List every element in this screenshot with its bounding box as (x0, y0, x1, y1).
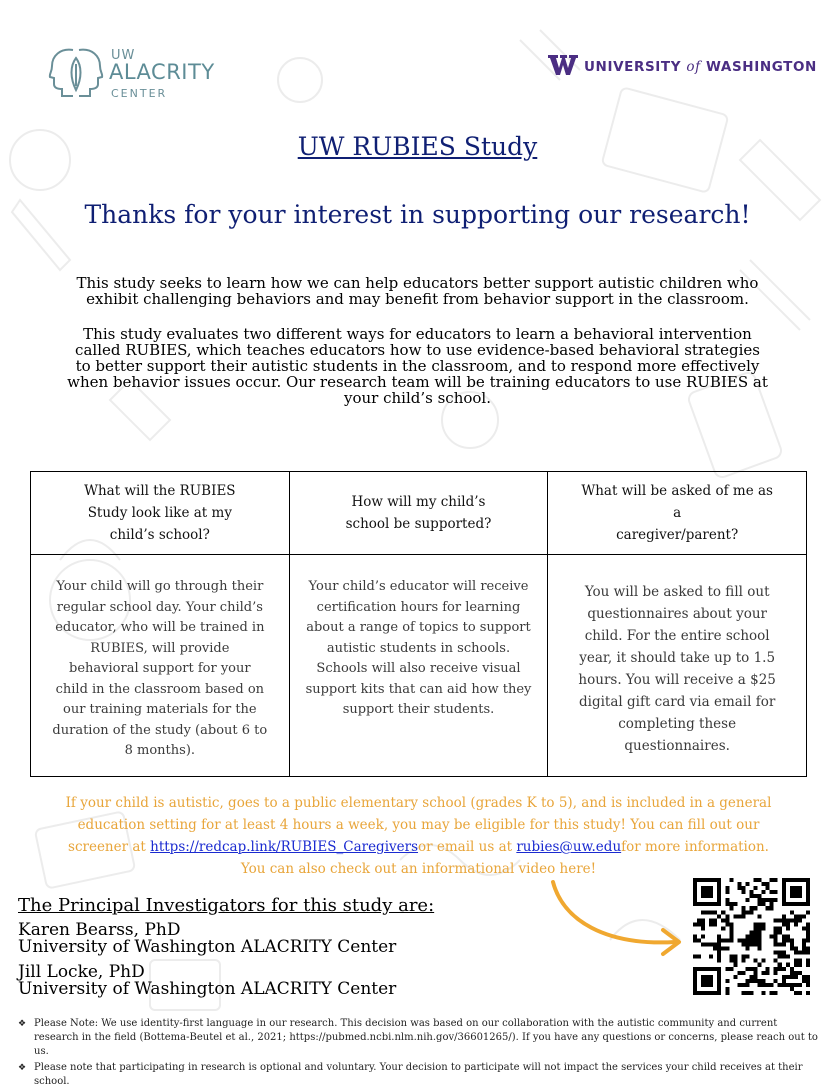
logo-alacrity-text: ALACRITY (109, 60, 215, 84)
uw-w-logo-icon (548, 54, 578, 76)
logo-center-text: CENTER (111, 87, 168, 100)
footnote-item: ❖ Please Note: We use identity-first language in our research. This decision was based on our collaboration with the autistic community and current research in the field (Bottema-Beutel et al., 2021; https://pubmed.ncbi.nlm.nih.gov/36601265/). If you have any questions or concerns, please reach out to us. (18, 1018, 818, 1057)
curved-arrow-icon (545, 880, 695, 960)
alacrity-center-logo (46, 40, 246, 110)
uw-name-text: UNIVERSITY of WASHINGTON (584, 59, 817, 75)
university-of-washington-logo (548, 52, 817, 82)
intro-paragraph-2: This study evaluates two different ways for educators to learn a behavioral intervention called RUBIES, which teaches educators how to use evidence-based behavioral strategies to better support their autistic students in the classroom, and to respond more effectively when behavior issues occur. Our research team will be training educators to use RUBIES at your child’s school. (67, 325, 768, 407)
investigator-2-affiliation: University of Washington ALACRITY Center (18, 979, 397, 999)
table-header-row (31, 472, 807, 555)
footnote-item: ❖ Please note that participating in research is optional and voluntary. Your decision to participate will not impact the services your child receives at their school. (18, 1062, 803, 1087)
table-header-cell: How will my child’s school be supported? (289, 472, 548, 555)
table-cell-caregiver-tasks: You will be asked to fill out questionnaires about your child. For the entire school year, it should take up to 1.5 hours. You will receive a $25 digital gift card via email for completing these questionnaires. (548, 555, 807, 777)
alacrity-heads-logo-icon (46, 44, 106, 100)
logo-uw-text: UW (111, 48, 136, 63)
video-link[interactable]: here! (559, 861, 597, 877)
intro-paragraph-1: This study seeks to learn how we can help educators better support autistic children who exhibit challenging behaviors and may benefit from behavior support in the classroom. (76, 274, 759, 308)
screener-link[interactable]: https://redcap.link/RUBIES_Caregivers (150, 839, 419, 855)
table-header-cell: What will be asked of me as a caregiver/parent? (548, 472, 807, 555)
page-title: UW RUBIES Study (297, 132, 538, 161)
table-cell-school-experience: Your child will go through their regular school day. Your child’s educator, who will be trained in RUBIES, will provide behavioral support for your child in the classroom based on our training materials for the duration of the study (about 6 to 8 months). (31, 555, 290, 777)
table-row (31, 555, 807, 777)
investigator-1-affiliation: University of Washington ALACRITY Center (18, 937, 397, 957)
study-info-table (30, 471, 807, 777)
investigator-2-name: Jill Locke, PhD (18, 962, 145, 982)
page-subtitle: Thanks for your interest in supporting our research! (84, 200, 751, 229)
email-link[interactable]: rubies@uw.edu (516, 839, 622, 855)
eligibility-text: If your child is autistic, goes to a public elementary school (grades K to 5), and is included in a general education setting for at least 4 hours a week, you may be eligible for this study! You can fill out our screener at https://redcap.link/RUBIES_Caregiversor email us at rubies@uw.edufor more information. You can also check out an informational video here! (65, 795, 772, 877)
investigator-1-name: Karen Bearss, PhD (18, 920, 181, 940)
table-header-cell: What will the RUBIES Study look like at my child’s school? (31, 472, 290, 555)
investigators-heading: The Principal Investigators for this study are: (18, 895, 435, 916)
diamond-bullet-icon: ❖ (18, 1019, 27, 1029)
qr-code-icon[interactable] (693, 878, 810, 995)
diamond-bullet-icon: ❖ (18, 1063, 27, 1073)
table-cell-school-support: Your child’s educator will receive certification hours for learning about a range of topics to support autistic students in schools. Schools will also receive visual support kits that can aid how they support their students. (289, 555, 548, 777)
